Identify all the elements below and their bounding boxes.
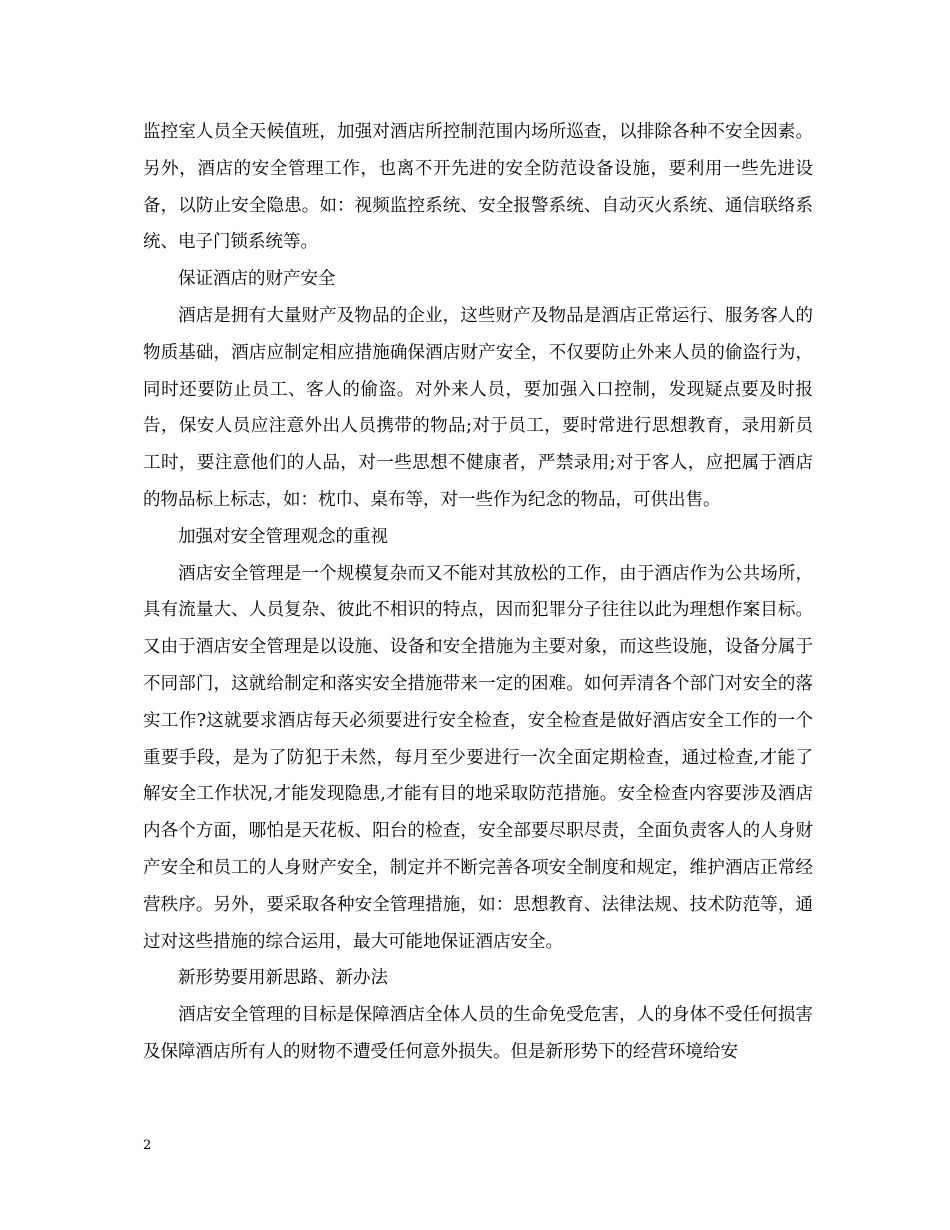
- paragraph-new-approach: 酒店安全管理的目标是保障酒店全体人员的生命免受危害，人的身体不受任何损害及保障酒店所有人的财物不遭受任何意外损失。但是新形势下的经营环境给安: [143, 1005, 813, 1062]
- section-heading-new-approach: 新形势要用新思路、新办法: [178, 968, 388, 989]
- paragraph-property-safety: 酒店是拥有大量财产及物品的企业，这些财产及物品是酒店正常运行、服务客人的物质基础，酒店应制定相应措施确保酒店财产安全，不仅要防止外来人员的偷盗行为，同时还要防止员工、客人的偷盗。对外来人员，要加强入口控制，发现疑点要及时报告，保安人员应注意外出人员携带的物品;对于员工，要时常进行思想教育，录用新员工时，要注意他们的人品，对一些思想不健康者，严禁录用;对于客人，应把属于酒店的物品标上标志，如：枕巾、桌布等，对一些作为纪念的物品，可供出售。: [143, 305, 813, 510]
- document-body: [143, 114, 813, 1071]
- page-number: 2: [143, 1138, 152, 1153]
- section-heading-safety-awareness: 加强对安全管理观念的重视: [178, 526, 388, 547]
- paragraph-surveillance: 监控室人员全天候值班，加强对酒店所控制范围内场所巡查，以排除各种不安全因素。另外，酒店的安全管理工作，也离不开先进的安全防范设备设施，要利用一些先进设备，以防止安全隐患。如：视频监控系统、安全报警系统、自动灭火系统、通信联络系统、电子门锁系统等。: [143, 122, 813, 253]
- paragraph-safety-awareness: 酒店安全管理是一个规模复杂而又不能对其放松的工作，由于酒店作为公共场所，具有流量大、人员复杂、彼此不相识的特点，因而犯罪分子往往以此为理想作案目标。又由于酒店安全管理是以设施、设备和安全措施为主要对象，而这些设施，设备分属于不同部门，这就给制定和落实安全措施带来一定的困难。如何弄清各个部门对安全的落实工作?这就要求酒店每天必须要进行安全检查，安全检查是做好酒店安全工作的一个重要手段，是为了防犯于未然，每月至少要进行一次全面定期检查，通过检查,才能了解安全工作状况,才能发现隐患,才能有目的地采取防范措施。安全检查内容要涉及酒店内各个方面，哪怕是天花板、阳台的检查，安全部要尽职尽责，全面负责客人的人身财产安全和员工的人身财产安全，制定并不断完善各项安全制度和规定，维护酒店正常经营秩序。另外，要采取各种安全管理措施，如：思想教育、法律法规、技术防范等，通过对这些措施的综合运用，最大可能地保证酒店安全。: [143, 563, 813, 952]
- section-heading-property-safety: 保证酒店的财产安全: [178, 269, 336, 290]
